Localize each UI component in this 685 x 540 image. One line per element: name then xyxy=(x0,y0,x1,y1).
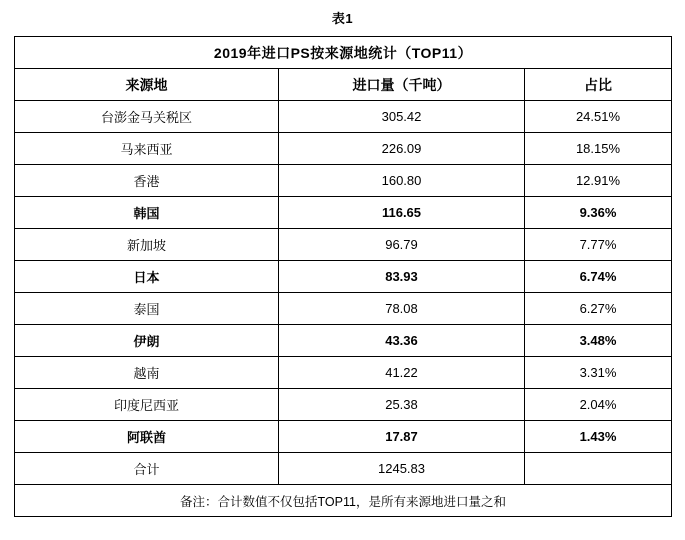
cell-share: 7.77% xyxy=(525,229,672,261)
table-row xyxy=(15,229,672,261)
cell-share: 2.04% xyxy=(525,389,672,421)
cell-origin: 香港 xyxy=(15,165,279,197)
cell-share: 6.27% xyxy=(525,293,672,325)
cell-volume: 41.22 xyxy=(279,357,525,389)
cell-share: 9.36% xyxy=(525,197,672,229)
cell-share: 18.15% xyxy=(525,133,672,165)
table-note-row xyxy=(15,485,672,517)
cell-origin: 泰国 xyxy=(15,293,279,325)
cell-volume: 17.87 xyxy=(279,421,525,453)
table-row xyxy=(15,293,672,325)
cell-volume: 1245.83 xyxy=(279,453,525,485)
column-header-share: 占比 xyxy=(525,69,672,101)
cell-volume: 226.09 xyxy=(279,133,525,165)
table-title-row xyxy=(15,37,672,69)
column-header-origin: 来源地 xyxy=(15,69,279,101)
cell-share: 6.74% xyxy=(525,261,672,293)
cell-origin: 新加坡 xyxy=(15,229,279,261)
table-row xyxy=(15,101,672,133)
cell-origin: 韩国 xyxy=(15,197,279,229)
cell-volume: 83.93 xyxy=(279,261,525,293)
cell-origin: 台澎金马关税区 xyxy=(15,101,279,133)
table-row xyxy=(15,261,672,293)
cell-origin: 合计 xyxy=(15,453,279,485)
cell-origin: 马来西亚 xyxy=(15,133,279,165)
cell-share: 1.43% xyxy=(525,421,672,453)
figure-label: 表1 xyxy=(331,11,354,26)
table-row xyxy=(15,165,672,197)
cell-volume: 25.38 xyxy=(279,389,525,421)
cell-share: 3.48% xyxy=(525,325,672,357)
table-total-row xyxy=(15,453,672,485)
table-row xyxy=(15,133,672,165)
import-statistics-table xyxy=(14,36,672,517)
cell-volume: 116.65 xyxy=(279,197,525,229)
cell-volume: 305.42 xyxy=(279,101,525,133)
cell-volume: 78.08 xyxy=(279,293,525,325)
cell-origin: 越南 xyxy=(15,357,279,389)
table-row xyxy=(15,421,672,453)
table-title: 2019年进口PS按来源地统计（TOP11） xyxy=(15,37,672,69)
cell-origin: 日本 xyxy=(15,261,279,293)
cell-origin: 伊朗 xyxy=(15,325,279,357)
table-row xyxy=(15,325,672,357)
cell-origin: 印度尼西亚 xyxy=(15,389,279,421)
cell-share: 3.31% xyxy=(525,357,672,389)
column-header-volume: 进口量（千吨） xyxy=(279,69,525,101)
cell-volume: 96.79 xyxy=(279,229,525,261)
table-row xyxy=(15,357,672,389)
cell-share: 24.51% xyxy=(525,101,672,133)
cell-share xyxy=(525,453,672,485)
table-row xyxy=(15,197,672,229)
cell-volume: 160.80 xyxy=(279,165,525,197)
cell-origin: 阿联酋 xyxy=(15,421,279,453)
table-header-row xyxy=(15,69,672,101)
cell-volume: 43.36 xyxy=(279,325,525,357)
table-note: 备注：合计数值不仅包括TOP11，是所有来源地进口量之和 xyxy=(15,485,672,517)
table-container xyxy=(14,36,671,517)
table-row xyxy=(15,389,672,421)
cell-share: 12.91% xyxy=(525,165,672,197)
table-body xyxy=(15,37,672,517)
